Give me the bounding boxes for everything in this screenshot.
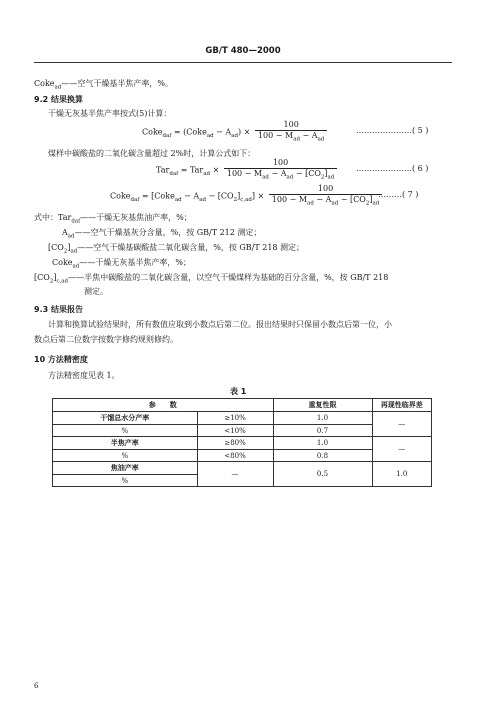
section-9-2-intro: 干燥无灰基半焦产率按式(5)计算： bbox=[48, 109, 172, 118]
table-cell: % bbox=[53, 450, 198, 462]
section-10-heading: 10 方法精密度 bbox=[34, 355, 88, 364]
table-cell: <80% bbox=[197, 450, 273, 462]
def-coke-daf: Coke$_{ad}$——干燥无灰基半焦产率，%； bbox=[52, 258, 191, 270]
table-cell: — bbox=[197, 462, 273, 487]
table-cell: 1.0 bbox=[273, 437, 372, 450]
equation-7: Coke$_{daf}$ = [Coke$_{ad}$ − $A_{ad} - [CO_2]_{c,ad}$] × $\frac{100}{100 - M_{ad} - A_{ad} - [CO_2]_{ad}}$ bbox=[110, 184, 384, 209]
equation-6-number: …………………( 6 ) bbox=[356, 164, 429, 173]
table-cell: % bbox=[53, 425, 198, 437]
table-title: 表 1 bbox=[230, 387, 247, 396]
table-header-param: 参 数 bbox=[53, 399, 274, 412]
table-header-reproducibility: 再现性临界差 bbox=[372, 399, 432, 412]
def-ash: $A_{ad}——$空气干燥基灰分含量，%，按 GB/T 212 测定； bbox=[62, 228, 262, 240]
table-header-row bbox=[53, 399, 432, 412]
table-cell: 0.8 bbox=[273, 450, 372, 462]
section-9-3-heading: 9.3 结果报告 bbox=[34, 305, 83, 314]
equation-5-number: …………………( 5 ) bbox=[356, 126, 429, 135]
where-tar-daf: 式中：Tar$_{daf}$——干燥无灰基焦油产率，%； bbox=[34, 213, 192, 225]
def-co2-c-ad: $[CO_2]_{c,ad}——$半焦中碳酸盐的二氧化碳含量，以空气干燥煤样为基础的百分含量，%，按 GB/T 218 bbox=[34, 273, 389, 285]
header-rule bbox=[34, 62, 452, 63]
equation-7-number: ………( 7 ) bbox=[378, 190, 419, 199]
table-cell: 1.0 bbox=[372, 462, 432, 487]
equation-5: Coke$_{daf}$ = (Coke$_{ad}$ − $A_{ad}$) × $\frac{100}{100 - M_{ad} - A_{ad}}$ bbox=[142, 120, 329, 145]
table-cell: 0.5 bbox=[273, 462, 372, 487]
table-cell: 1.0 bbox=[273, 412, 372, 425]
carbonate-intro: 煤样中碳酸盐的二氧化碳含量超过 2%时，计算公式如下： bbox=[48, 149, 256, 158]
table-cell: — bbox=[372, 412, 432, 437]
table-cell: ≥80% bbox=[197, 437, 273, 450]
precision-table bbox=[52, 398, 432, 487]
table-cell: — bbox=[372, 437, 432, 462]
table-cell: % bbox=[53, 475, 198, 487]
table-cell: 干馏总水分产率 bbox=[53, 412, 198, 425]
table-cell: <10% bbox=[197, 425, 273, 437]
table-cell: 焦油产率 bbox=[53, 462, 198, 475]
section-9-3-para-2: 数点后第二位数字按数字修约规则修约。 bbox=[34, 335, 178, 344]
table-cell: 0.7 bbox=[273, 425, 372, 437]
section-9-2-heading: 9.2 结果换算 bbox=[34, 95, 83, 104]
section-10-para: 方法精密度见表 1。 bbox=[48, 371, 120, 380]
table-row bbox=[53, 437, 432, 450]
def-co2-c-ad-cont: 测定。 bbox=[84, 287, 108, 296]
table-row bbox=[53, 462, 432, 475]
page-header: GB/T 480—2000 bbox=[205, 46, 281, 56]
equation-6: Tar$_{daf}$ = Tar$_{ad}$ × $\frac{100}{100 - M_{ad} - A_{ad} - [CO_2]_{ad}}$ bbox=[156, 158, 339, 183]
table-row bbox=[53, 412, 432, 425]
coke-ad-definition: Coke$_{ad}$——空气干燥基半焦产率，%。 bbox=[34, 79, 173, 91]
def-co2-ad: $[CO_2]_{ad}——$空气干燥基碳酸盐二氧化碳含量，%，按 GB/T 218 测定； bbox=[48, 243, 305, 255]
page-number: 6 bbox=[34, 682, 39, 690]
table-cell: 半焦产率 bbox=[53, 437, 198, 450]
section-9-3-para-1: 计算和换算试验结果时，所有数值应取到小数点后第二位。报出结果时只保留小数点后第一位，小 bbox=[48, 320, 392, 329]
table-header-repeatability: 重复性限 bbox=[273, 399, 372, 412]
table-cell: ≥10% bbox=[197, 412, 273, 425]
